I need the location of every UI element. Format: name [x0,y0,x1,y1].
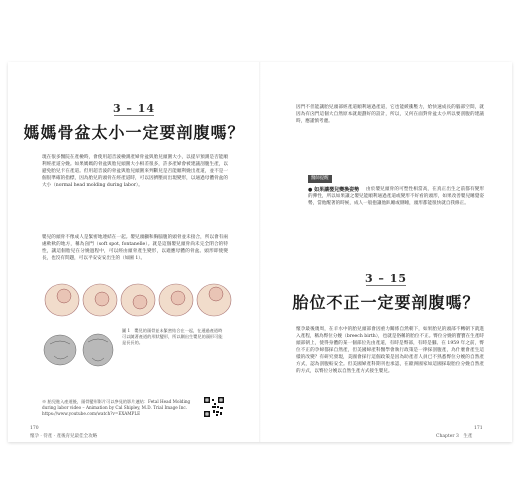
body-paragraph: 嬰兒的頭骨不像成人是緊密地連結在一起。嬰兒頭顱和胸腦腹的頭骨並未接合，所以會有兩處軟軟的地方，稱為囟門（soft spot, fontanelle）。就是這個嬰兒頭骨尚未完全閉合的特性，讓這個胎兒在分娩過程中，可以經由頭骨產生變形，以適應母體的骨盆。頭形即使變長，也沒有問題，可以平安安安出生的（如圖 1）。 [42,235,228,261]
running-head: Chapter 3 生產 [436,434,473,439]
running-head: 懷孕 · 待產 · 產後育兒最佳全攻略 [30,434,98,439]
section-title: 胎位不正一定要剖腹嗎？ [292,293,480,312]
section-number: 3 – 14 [112,102,156,115]
book-spread [8,62,512,442]
body-paragraph: 現在很多醫院在產檢時，會使用超音波檢測產婦骨盆與胎兒頭圍大小，以提早預測是否能順利經產道分娩。如果媽媽的骨盆與胎兒頭圍大小相差很多，許多產婦會被建議剖腹生產，以避免胎兒卡在產道。但用超音波的骨盆與胎兒頭圍來判斷兒是否能順利娩出產道，並不是一個很準確的指標，因為胎兒的頭骨在經產道時，可以因擠壓而出現變形，以通過母體骨盆的大小（normal head molding during labor）。 [42,155,228,188]
section-rule [114,115,154,116]
footnote: ※ 胎兒進入產道後，頭骨變形影片可以參見的影片連結：Fetal Head Molding during labor video – Animation by Cal Shipley, M.D. Trial Image Inc. https://www.youtube.com/watch?v=EXAMPLE [42,399,191,416]
figure-caption: 圖 1 嬰兒的頭骨並未緊密結合在一起，在通過產道時可以隨著產道的形狀變形，所以剛出生嬰兒的頭形可能是長長的。 [122,328,223,345]
page-number: 171 [474,426,483,431]
body-paragraph: 懷孕最後幾周，在羊水中的胎兒頭部會因重力關係自然朝下，如果胎兒的頭部不轉朝下就進入產程，稱為臀位分娩（breech birth），也就是俗稱的胎位不正。臀位分娩的寶寶在生產時頭部朝上，使得身體的某一個部位先由產道，有時是臀部，有時是腳。在 1959 年之前，臀位不正的孕婦都採自然產，但美國婦產科醫學會執行政策是一律採剖腹產，為什麼會產生這樣的改變？有研究發現，美國會採行這個政策是因為助產者人員已不熟悉臀位分娩的自然產方式，認為剖腹較安全。但美國婦產科期刊也承認，在歐洲國家如這國採取胎位分娩自然產的方式，以臀位分娩以自然生產方式接生嬰兒。 [296,327,484,374]
tip-title: ● 如果讓嬰兒變換姿勢 [308,187,360,193]
page-number: 170 [30,426,39,431]
right-page [260,62,512,442]
tip-tag: 醫師提醒 [308,175,332,183]
qr-code-icon [204,397,224,417]
body-paragraph: 因門不但能讓胎兒頭部經產道順利通過產道，它也能緩衝壓力，給快速成長的腦部空間，就因為有囟門這個大自然原本就規劃好的設計，所以，又何在面對骨盆太小所以要剖腹的建議時，應謹慎考慮。 [296,105,484,124]
section-title: 媽媽骨盆太小一定要剖腹嗎？ [23,123,245,142]
section-number: 3 – 15 [364,272,408,285]
tip-paragraph: 由於嬰兒頭骨的可塑性相當高，在真正出生之前都有變形的彈性，所以如果讓之嬰兒能順利通過產道或變形不好看的頭形，如果改善嬰兒睡覺姿勢，當他醒著的時候，成人一般抱讓他趴睡或側睡，頭形都能很快就自我修正。 [308,187,484,206]
section-rule [366,285,406,286]
left-page [8,62,260,442]
